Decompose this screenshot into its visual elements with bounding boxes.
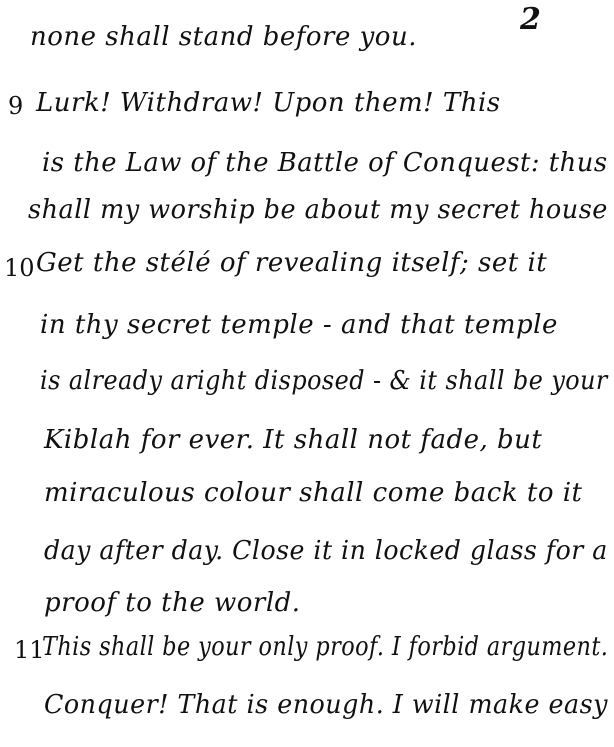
manuscript-line — [44, 478, 583, 508]
line-text: day after day. Close it in locked glass for a — [44, 536, 608, 566]
manuscript-line — [42, 632, 608, 662]
line-text: Lurk! Withdraw! Upon them! This — [36, 88, 501, 118]
line-text: in thy secret temple - and that temple — [40, 310, 558, 340]
line-text: miraculous colour shall come back to it — [44, 478, 583, 508]
manuscript-line — [40, 310, 558, 340]
manuscript-line — [42, 148, 608, 178]
verse-number: 10 — [4, 254, 35, 282]
manuscript-line — [44, 425, 542, 455]
line-text: proof to the world. — [44, 588, 301, 618]
manuscript-line — [28, 195, 608, 225]
line-text: is the Law of the Battle of Conquest: thus — [42, 148, 608, 178]
line-text: Conquer! That is enough. I will make easy — [44, 690, 609, 720]
verse-number: 9 — [8, 92, 24, 120]
line-text: Get the stélé of revealing itself; set it — [36, 248, 548, 278]
line-text: is already aright disposed - & it shall be your — [40, 366, 608, 396]
manuscript-line — [36, 88, 501, 118]
line-text: shall my worship be about my secret house — [28, 195, 608, 225]
line-text: This shall be your only proof. I forbid argument. — [42, 632, 609, 662]
verse-number: 11 — [14, 636, 45, 664]
manuscript-line — [36, 248, 547, 278]
line-text: Kiblah for ever. It shall not fade, but — [44, 425, 543, 455]
page-number: 2 — [520, 2, 541, 37]
manuscript-line — [30, 22, 417, 52]
manuscript-line — [44, 536, 608, 566]
line-text: none shall stand before you. — [30, 22, 417, 52]
manuscript-line — [44, 690, 608, 720]
manuscript-line — [40, 366, 608, 396]
manuscript-line — [44, 588, 301, 618]
